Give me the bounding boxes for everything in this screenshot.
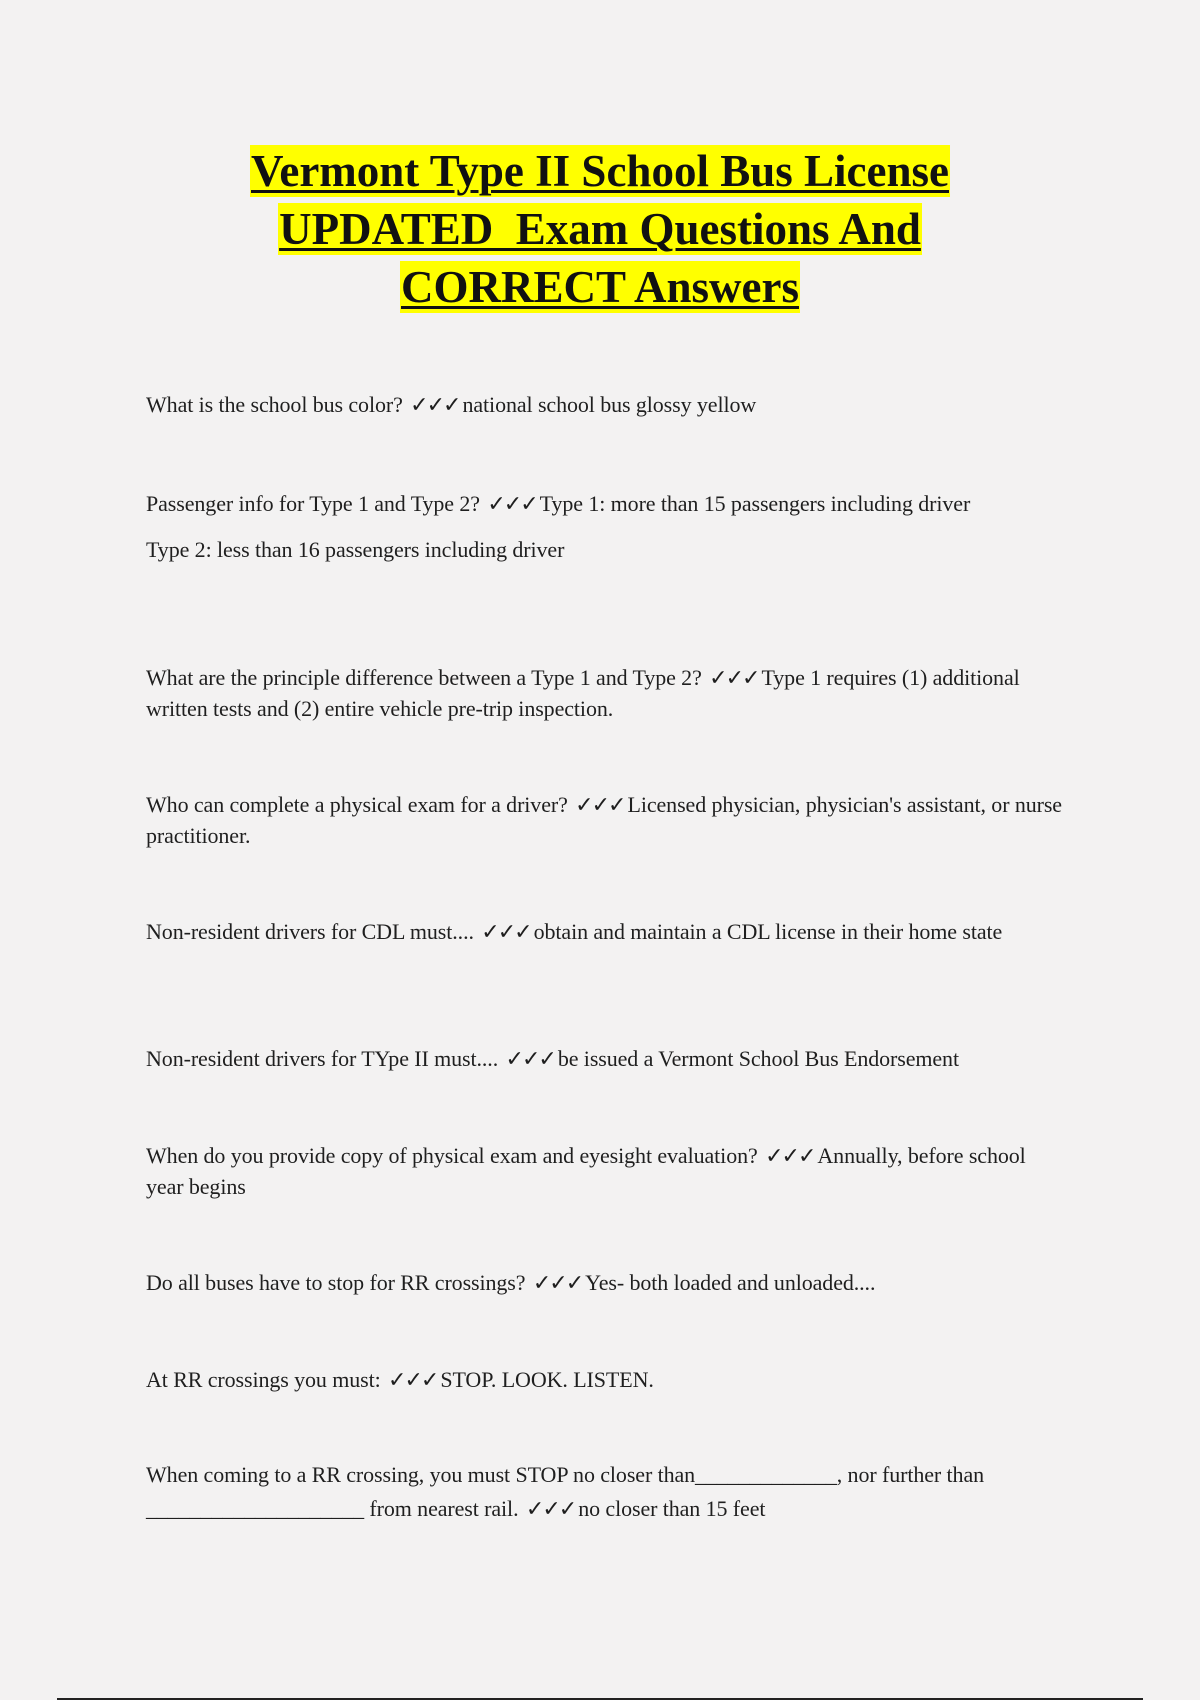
- question-text: When do you provide copy of physical exam and eyesight evaluation?: [146, 1143, 758, 1168]
- answer-text: obtain and maintain a CDL license in their home state: [533, 919, 1003, 944]
- question-text: Non-resident drivers for TYpe II must....: [146, 1046, 499, 1071]
- qa-item-9: [146, 1365, 1066, 1396]
- checkmark-icon: ✓✓✓: [481, 920, 531, 945]
- qa-item-1: [146, 390, 1066, 421]
- qa-item-4: [146, 790, 1066, 851]
- question-text: When coming to a RR crossing, you must STOP no closer than_____________, nor further than ____________________ from nearest rail.: [146, 1462, 985, 1521]
- answer-text: Annually, before school year begins: [146, 1143, 1026, 1199]
- answer-text-extra: Type 2: less than 16 passengers including driver: [146, 537, 565, 562]
- title-line-3: CORRECT Answers: [401, 262, 799, 312]
- answer-text: Type 1 requires (1) additional written tests and (2) entire vehicle pre-trip inspection.: [146, 665, 1020, 721]
- answer-text: Yes- both loaded and unloaded....: [585, 1270, 876, 1295]
- answer-text: be issued a Vermont School Bus Endorsement: [557, 1046, 959, 1071]
- qa-item-6: [146, 1044, 1066, 1075]
- qa-item-8: [146, 1268, 1066, 1299]
- qa-item-3: [146, 663, 1066, 724]
- qa-item-10: [146, 1458, 1066, 1527]
- checkmark-icon: ✓✓✓: [410, 393, 460, 418]
- checkmark-icon: ✓✓✓: [575, 793, 625, 818]
- answer-text: STOP. LOOK. LISTEN.: [440, 1367, 654, 1392]
- question-text: What are the principle difference between a Type 1 and Type 2?: [146, 665, 702, 690]
- qa-item-2: [146, 489, 1066, 565]
- checkmark-icon: ✓✓✓: [487, 492, 537, 517]
- title-line-1: Vermont Type II School Bus License: [250, 146, 949, 196]
- document-title: [0, 145, 1200, 319]
- checkmark-icon: ✓✓✓: [525, 1497, 576, 1522]
- checkmark-icon: ✓✓✓: [765, 1144, 815, 1169]
- answer-text: Type 1: more than 15 passengers including driver: [539, 491, 971, 516]
- qa-item-7: [146, 1141, 1066, 1202]
- question-text: What is the school bus color?: [146, 392, 403, 417]
- checkmark-icon: ✓✓✓: [505, 1047, 555, 1072]
- checkmark-icon: ✓✓✓: [532, 1271, 583, 1296]
- answer-text: no closer than 15 feet: [578, 1496, 766, 1521]
- question-text: At RR crossings you must:: [146, 1367, 381, 1392]
- question-text: Passenger info for Type 1 and Type 2?: [146, 491, 480, 516]
- answer-text: national school bus glossy yellow: [462, 392, 757, 417]
- question-text: Non-resident drivers for CDL must....: [146, 919, 474, 944]
- checkmark-icon: ✓✓✓: [709, 666, 759, 691]
- answer-text: Licensed physician, physician's assistant, or nurse practitioner.: [146, 792, 1062, 848]
- checkmark-icon: ✓✓✓: [388, 1368, 438, 1393]
- qa-item-5: [146, 917, 1066, 948]
- question-text: Do all buses have to stop for RR crossings?: [146, 1270, 526, 1295]
- title-line-2: UPDATED Exam Questions And: [279, 204, 921, 254]
- question-text: Who can complete a physical exam for a driver?: [146, 792, 568, 817]
